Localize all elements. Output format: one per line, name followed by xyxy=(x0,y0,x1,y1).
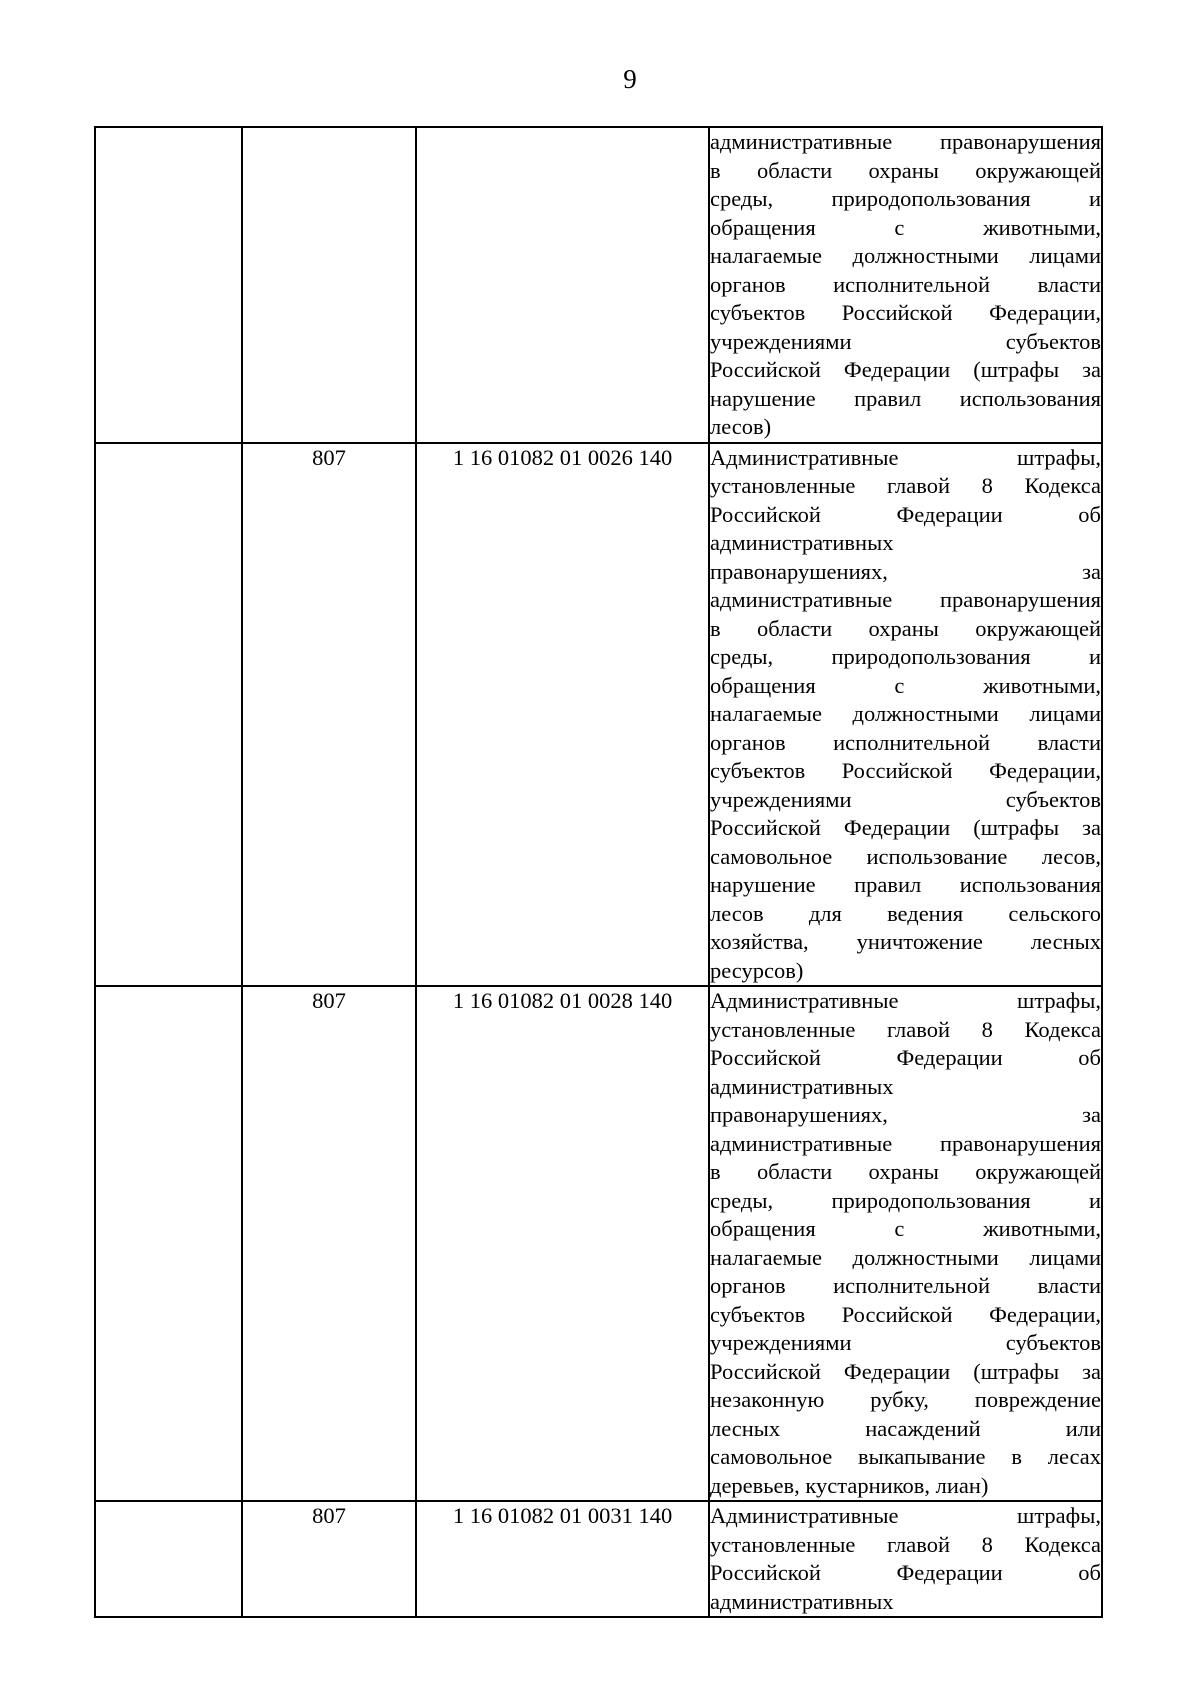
budget-code: 1 16 01082 01 0028 140 xyxy=(452,988,673,1013)
description-cell xyxy=(709,443,1102,987)
description-line: административных xyxy=(710,530,894,555)
description-line: нарушение правил использования xyxy=(710,385,1101,411)
description-line: Российской Федерации (штрафы за xyxy=(710,815,1101,840)
description-cell xyxy=(709,986,1102,1501)
description-line: среды, природопользования и xyxy=(710,1187,1101,1213)
description-line: субъектов Российской Федерации, xyxy=(710,758,1101,783)
description-line: Административные штрафы, xyxy=(710,444,1101,470)
description-line: органов исполнительной власти xyxy=(710,729,1101,755)
description-line: установленные главой 8 Кодекса xyxy=(710,1531,1101,1557)
description-line: Административные штрафы, xyxy=(710,1503,1101,1528)
empty-cell xyxy=(95,986,242,1501)
description-line: налагаемые должностными лицами xyxy=(710,701,1101,726)
description-line: административные правонарушения xyxy=(710,587,1101,612)
budget-code: 1 16 01082 01 0031 140 xyxy=(452,1503,673,1528)
empty-cell xyxy=(95,1501,242,1617)
description-line: административные правонарушения xyxy=(710,129,1101,154)
page-number: 9 xyxy=(623,64,637,94)
empty-cell xyxy=(95,443,242,987)
budget-code-table xyxy=(94,126,1103,1618)
admin-code-cell xyxy=(242,127,416,443)
description-line: нарушение правил использования xyxy=(710,872,1101,897)
description-line: Российской Федерации об xyxy=(710,501,1101,527)
description-cell xyxy=(709,127,1102,443)
description-line: учреждениями субъектов xyxy=(710,328,1101,354)
description-line: обращения с животными, xyxy=(710,672,1101,698)
budget-code-cell xyxy=(416,1501,709,1617)
description-line: обращения с животными, xyxy=(710,214,1101,240)
admin-code-cell xyxy=(242,443,416,987)
admin-code-cell xyxy=(242,1501,416,1617)
description-cell xyxy=(709,1501,1102,1617)
description-line: незаконную рубку, повреждение xyxy=(710,1387,1101,1412)
description-line: в области охраны окружающей xyxy=(710,615,1101,641)
description-line: Российской Федерации об xyxy=(710,1045,1101,1070)
description-line: лесов) xyxy=(710,414,772,439)
description-line: деревьев, кустарников, лиан) xyxy=(710,1472,989,1498)
budget-code-table-wrapper xyxy=(94,126,1101,1618)
description-line: учреждениями субъектов xyxy=(710,1330,1101,1355)
description-line: налагаемые должностными лицами xyxy=(710,1244,1101,1270)
description-line: налагаемые должностными лицами xyxy=(710,243,1101,268)
description-line: лесных насаждений или xyxy=(710,1415,1101,1441)
description-line: самовольное выкапывание в лесах xyxy=(710,1444,1101,1469)
budget-code-cell xyxy=(416,127,709,443)
admin-code: 807 xyxy=(312,444,346,470)
description-line: установленные главой 8 Кодекса xyxy=(710,1016,1101,1042)
description-line: субъектов Российской Федерации, xyxy=(710,300,1101,325)
empty-cell xyxy=(95,127,242,443)
table-row xyxy=(95,986,1102,1501)
description-line: правонарушениях, за xyxy=(710,1102,1101,1127)
description-line: органов исполнительной власти xyxy=(710,1273,1101,1298)
admin-code: 807 xyxy=(312,988,346,1013)
description-line: обращения с животными, xyxy=(710,1216,1101,1241)
budget-code-cell xyxy=(416,986,709,1501)
admin-code-cell xyxy=(242,986,416,1501)
description-line: субъектов Российской Федерации, xyxy=(710,1301,1101,1327)
description-line: хозяйства, уничтожение лесных xyxy=(710,929,1101,954)
description-line: Административные штрафы, xyxy=(710,988,1101,1013)
description-line: лесов для ведения сельского xyxy=(710,900,1101,926)
description-line: самовольное использование лесов, xyxy=(710,843,1101,869)
admin-code: 807 xyxy=(312,1503,346,1528)
description-line: административных xyxy=(710,1073,894,1099)
table-row xyxy=(95,443,1102,987)
description-line: Российской Федерации (штрафы за xyxy=(710,1358,1101,1384)
description-line: органов исполнительной власти xyxy=(710,271,1101,297)
description-line: установленные главой 8 Кодекса xyxy=(710,473,1101,498)
budget-code: 1 16 01082 01 0026 140 xyxy=(452,444,673,470)
table-row xyxy=(95,127,1102,443)
description-line: в области охраны окружающей xyxy=(710,157,1101,183)
description-line: среды, природопользования и xyxy=(710,186,1101,211)
description-line: учреждениями субъектов xyxy=(710,786,1101,812)
description-line: ресурсов) xyxy=(710,957,804,983)
description-line: Российской Федерации (штрафы за xyxy=(710,357,1101,382)
table-body xyxy=(95,127,1102,1617)
description-line: правонарушениях, за xyxy=(710,558,1101,584)
description-line: в области охраны окружающей xyxy=(710,1159,1101,1184)
budget-code-cell xyxy=(416,443,709,987)
description-line: административных xyxy=(710,1588,894,1614)
description-line: среды, природопользования и xyxy=(710,644,1101,669)
description-line: Российской Федерации об xyxy=(710,1560,1101,1585)
description-line: административные правонарушения xyxy=(710,1130,1101,1156)
table-row xyxy=(95,1501,1102,1617)
